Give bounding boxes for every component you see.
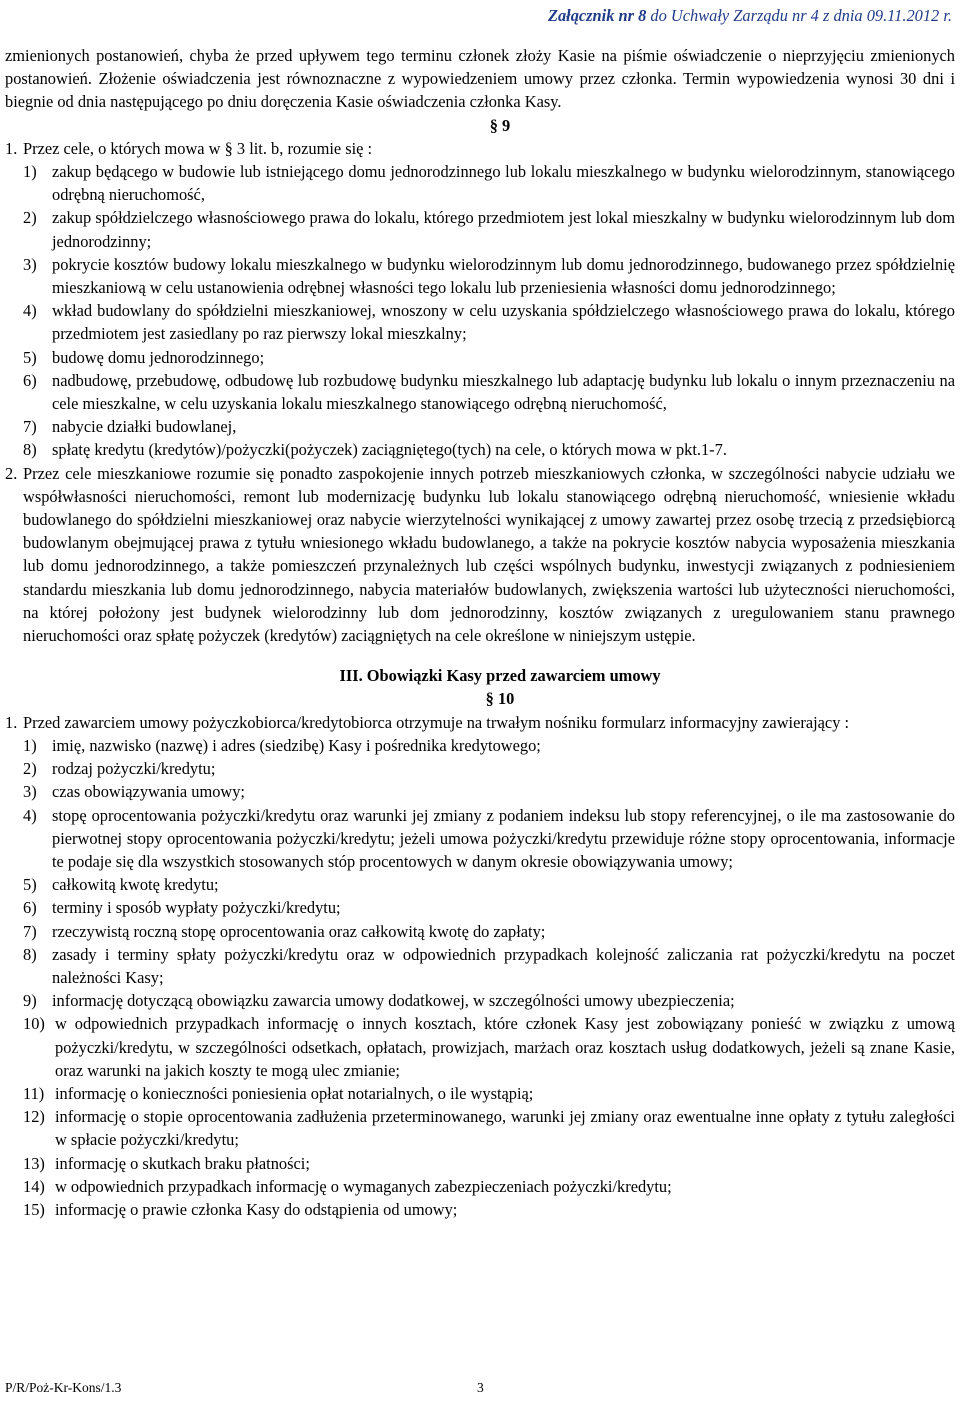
list-item-number: 13) — [23, 1153, 45, 1173]
list-item — [5, 780, 955, 803]
list-item-number: 6) — [23, 370, 37, 390]
list-item — [5, 943, 955, 989]
list-item-number: 8) — [23, 440, 37, 460]
list-item-number: 6) — [23, 898, 37, 918]
list-item-number: 14) — [23, 1176, 45, 1196]
list-item — [5, 734, 955, 757]
list-item-text: w odpowiednich przypadkach informację o innych kosztach, które członek Kasy jest zobowiązany ponieść w związku z umową pożyczki/kredytu, w szczególności odsetkach, opłatach, prowizjach, marżach oraz kosztach usług dodatkowych, jeżeli są znane Kasie, oraz warunki na jakich koszty te mogą ulec zmianie; — [55, 1014, 955, 1080]
list-item-number: 15) — [23, 1199, 45, 1219]
list-item-number: 7) — [23, 417, 37, 437]
list-item-number: 3) — [23, 782, 37, 802]
list-item-text: rzeczywistą roczną stopę oprocentowania oraz całkowitą kwotę do zapłaty; — [52, 921, 546, 941]
paragraph-number: 1. — [5, 712, 18, 732]
list-item — [5, 160, 955, 206]
paragraph-text: Przez cele, o których mowa w § 3 lit. b, rozumie się : — [23, 138, 373, 158]
list-item-text: informację o konieczności poniesienia opłat notarialnych, o ile wystąpią; — [55, 1083, 534, 1103]
list-item-text: wkład budowlany do spółdzielni mieszkaniowej, wnoszony w celu uzyskania spółdzielczego własnościowego prawa do lokalu, którego przedmiotem jest zasiedlany po raz pierwszy lokal mieszkalny; — [52, 301, 955, 344]
list-item-text: informację dotyczącą obowiązku zawarcia umowy dodatkowej, w szczególności umowy ubezpieczenia; — [52, 991, 735, 1011]
list-item-number: 4) — [23, 805, 37, 825]
list-item-number: 2) — [23, 759, 37, 779]
list-item-text: stopę oprocentowania pożyczki/kredytu oraz warunki jej zmiany z podaniem indeksu lub stopy referencyjnej, o ile ma zastosowanie do pierwotnej stopy oprocentowania pożyczki/kredytu; jeżeli umowa pożyczki/kredytu przewiduje różne stopy oprocentowania, informacje te podaje się dla wszystkich stosowanych stóp procentowych w danym okresie obowiązywania umowy; — [52, 805, 955, 871]
list-item-text: spłatę kredytu (kredytów)/pożyczki(pożyczek) zaciągniętego(tych) na cele, o których mowa w pkt.1-7. — [52, 440, 727, 460]
list-item-text: w odpowiednich przypadkach informację o wymaganych zabezpieczeniach pożyczki/kredytu; — [55, 1176, 672, 1196]
list-item — [5, 415, 955, 438]
list-item-text: nadbudowę, przebudowę, odbudowę lub rozbudowę budynku mieszkalnego lub adaptację budynku lub lokalu o innym przeznaczeniu na cele mieszkalne, w celu uzyskania lokalu mieszkalnego stanowiącego odrębną nieruchomość, — [52, 370, 955, 414]
list-item-text: informację o skutkach braku płatności; — [55, 1153, 310, 1173]
list-item-number: 8) — [23, 944, 37, 964]
list-item — [5, 253, 955, 299]
list-item-number: 1) — [23, 162, 37, 182]
page-number: 3 — [477, 1380, 484, 1395]
list-item — [5, 438, 955, 461]
list-item-number: 9) — [23, 991, 37, 1011]
list-item — [5, 757, 955, 780]
section-10-title: § 10 — [485, 689, 515, 709]
list-item-text: imię, nazwisko (nazwę) i adres (siedzibę) Kasy i pośrednika kredytowego; — [52, 735, 541, 755]
list-item-text: nabycie działki budowlanej, — [52, 417, 237, 437]
list-item-text: zakup będącego w budowie lub istniejącego domu jednorodzinnego lub lokalu mieszkalnego w budynku wielorodzinnym, stanowiącego odrębną nieruchomość, — [52, 162, 955, 205]
list-item-text: zakup spółdzielczego własnościowego prawa do lokalu, którego przedmiotem jest lokal mieszkalny w budynku wielorodzinnym lub dom jednorodzinny; — [52, 208, 955, 251]
list-item — [5, 346, 955, 369]
intro-paragraph: zmienionych postanowień, chyba że przed upływem tego terminu członek złoży Kasie na piśmie oświadczenie o nieprzyjęciu zmienionych postanowień. Złożenie oświadczenia jest równoznaczne z wypowiedzeniem umowy przez członka. Termin wypowiedzenia wynosi 30 dni i biegnie od dnia następującego po dniu doręczenia Kasie oświadczenia członka Kasy. — [5, 46, 955, 112]
list-item-number: 7) — [23, 921, 37, 941]
list-item-text: całkowitą kwotę kredytu; — [52, 875, 219, 895]
list-item-number: 4) — [23, 301, 37, 321]
list-item — [5, 1105, 955, 1151]
list-item — [5, 920, 955, 943]
paragraph-number: 2. — [5, 463, 18, 483]
list-item-number: 5) — [23, 875, 37, 895]
list-item-text: zasady i terminy spłaty pożyczki/kredytu oraz w odpowiednich przypadkach kolejność zaliczania rat pożyczki/kredytu na poczet należności Kasy; — [52, 944, 955, 987]
list-item-text: budowę domu jednorodzinnego; — [52, 347, 265, 367]
list-item — [5, 369, 955, 415]
list-item-number: 3) — [23, 254, 37, 274]
list-item-text: rodzaj pożyczki/kredytu; — [52, 759, 216, 779]
list-item-number: 11) — [23, 1083, 45, 1103]
document-header — [548, 4, 952, 27]
list-item-text: pokrycie kosztów budowy lokalu mieszkalnego w budynku wielorodzinnym lub domu jednorodzinnego, budowanego przez spółdzielnię mieszkaniową w celu ustanowienia odrębnej własności tego lokalu lub przeniesienia własności domu jednorodzinnego; — [52, 254, 955, 298]
paragraph-text: Przez cele mieszkaniowe rozumie się ponadto zaspokojenie innych potrzeb mieszkaniowych członka, w szczególności nabycie udziału we współwłasności nieruchomości, remont lub modernizację budynku lub lokalu stanowiącego odrębną nieruchomość, wniesienie wkładu budowlanego do spółdzielni mieszkaniowej oraz nabycie wierzytelności wynikającej z umowy zawartej przez osobę trzecią z przedsiębiorcą budowlanym obejmującej prawa z tytułu wniesionego wkładu budowlanego, a także na pokrycie kosztów nabycia wyposażenia mieszkania lub domu jednorodzinnego, a także pomieszczeń przynależnych lub części wspólnych budynku, inwestycji związanych z podniesieniem standardu mieszkania lub domu jednorodzinnego, nabycia materiałów budowlanych, zwiększenia wartości lub użyteczności nieruchomości, na której położony jest budynek wielorodzinny lub dom jednorodzinny, kosztów związanych z uregulowaniem stanu prawnego nieruchomości oraz spłatę pożyczek (kredytów) zaciągniętych na cele określone w niniejszym ustępie. — [23, 463, 955, 646]
list-item — [5, 1082, 955, 1105]
list-item-text: informację o stopie oprocentowania zadłużenia przeterminowanego, warunki jej zmiany oraz ewentualne inne opłaty z tytułu zaległości w spłacie pożyczki/kredytu; — [55, 1107, 955, 1150]
document-page — [5, 44, 955, 1221]
document-code: P/R/Poż-Kr-Kons/1.3 — [5, 1380, 122, 1395]
section-10-list — [5, 734, 955, 1221]
list-item — [5, 1198, 955, 1221]
list-item — [5, 206, 955, 252]
section-9-list — [5, 160, 955, 462]
list-item — [5, 1175, 955, 1198]
list-item — [5, 896, 955, 919]
section-9-title: § 9 — [489, 115, 511, 135]
list-item-number: 2) — [23, 208, 37, 228]
list-item-text: czas obowiązywania umowy; — [52, 782, 245, 802]
section-10-paragraph-1 — [5, 711, 955, 734]
section-9-paragraph-1 — [5, 137, 955, 160]
section-9-paragraph-2 — [5, 462, 955, 648]
paragraph-number: 1. — [5, 138, 18, 158]
list-item-text: informację o prawie członka Kasy do odstąpienia od umowy; — [55, 1199, 458, 1219]
resolution-reference: do Uchwały Zarządu nr 4 z dnia 09.11.2012 r. — [646, 6, 952, 25]
list-item — [5, 1012, 955, 1082]
list-item-number: 1) — [23, 735, 37, 755]
list-item-number: 5) — [23, 347, 37, 367]
list-item — [5, 873, 955, 896]
list-item-number: 12) — [23, 1107, 45, 1127]
chapter-3-title: III. Obowiązki Kasy przed zawarciem umowy — [339, 666, 661, 686]
list-item — [5, 299, 955, 345]
attachment-label: Załącznik nr 8 — [547, 6, 647, 25]
list-item-text: terminy i sposób wypłaty pożyczki/kredytu; — [52, 898, 341, 918]
list-item — [5, 989, 955, 1012]
paragraph-text: Przed zawarciem umowy pożyczkobiorca/kredytobiorca otrzymuje na trwałym nośniku formularz informacyjny zawierający : — [23, 712, 850, 732]
list-item-number: 10) — [23, 1014, 45, 1034]
list-item — [5, 804, 955, 874]
list-item — [5, 1152, 955, 1175]
